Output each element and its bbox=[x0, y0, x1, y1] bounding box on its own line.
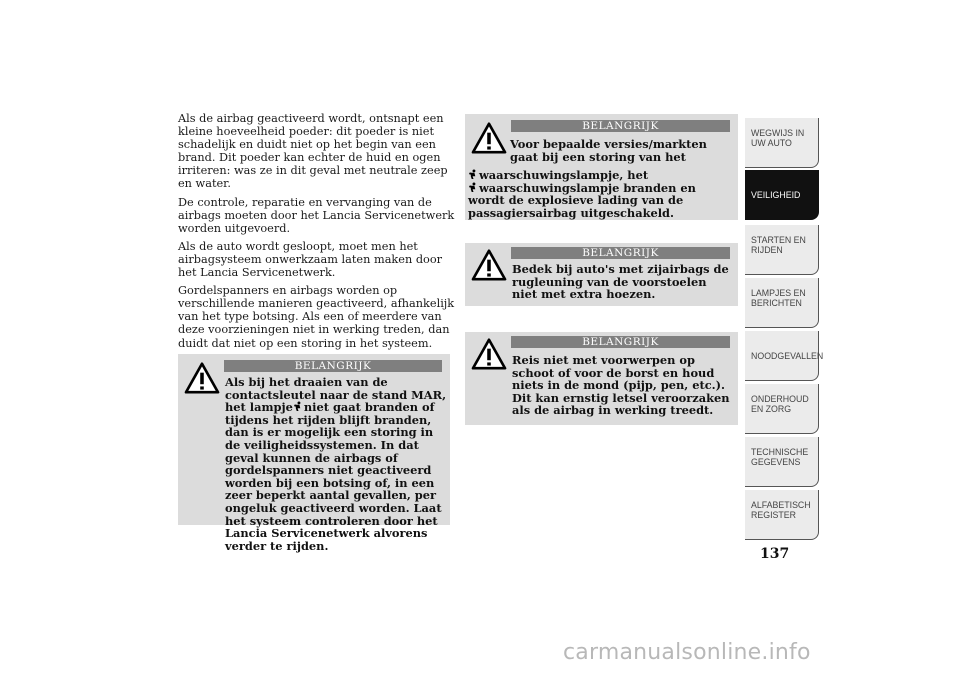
paragraph-scrapping: Als de auto wordt gesloopt, moet men het airbagsysteem onwerkzaam laten maken door het Lancia Servicenetwerk. bbox=[178, 239, 443, 280]
warning-text-main: Reis niet met voorwerpen op schoot of voor de borst en houd niets in de mond (pijp, pen, etc.). Dit kan ernstig letsel veroorzaken als de airbag in werking treedt. bbox=[512, 353, 730, 418]
tab-veiligheid[interactable]: VEILIGHEID bbox=[745, 170, 819, 220]
warning-text-part-a: Voor bepaalde versies/markten gaat bij een storing van het bbox=[510, 137, 707, 164]
warning-text bbox=[468, 354, 734, 417]
warning-text-continued bbox=[468, 169, 734, 219]
warning-box-ignition bbox=[178, 354, 450, 553]
warning-text bbox=[181, 376, 447, 552]
passenger-airbag-off-icon bbox=[469, 182, 478, 193]
warning-text bbox=[468, 263, 734, 301]
warning-triangle-icon bbox=[471, 122, 507, 154]
warning-text-part-b: niet gaat branden of tijdens het rijden blijft branden, dan is er mogelijk een storing in de veiligheidssystemen. In dat geval kunnen de airbags of gordelspanners niet geactiveerd worden bij een botsing of, in een zeer beperkt aantal gevallen, per ongeluk geactiveerd worden. Laat het systeem controleren door het Lancia Servicenetwerk alvorens verder te rijden. bbox=[225, 400, 442, 553]
page-number: 137 bbox=[760, 546, 790, 562]
tab-onderhoud[interactable]: ONDERHOUD EN ZORG bbox=[745, 384, 819, 434]
airbag-warning-lamp-icon bbox=[294, 401, 303, 412]
paragraph-activation: Gordelspanners en airbags worden op verschillende manieren geactiveerd, afhankelijk van het type botsing. Als een of meerdere van deze voorzieningen niet in werking treden, dan duidt dat niet op een storing in het systeem. bbox=[178, 284, 455, 350]
tab-lampjes[interactable]: LAMPJES EN BERICHTEN bbox=[745, 278, 819, 328]
airbag-warning-lamp-icon bbox=[469, 169, 478, 180]
warning-text-part-a: Als bij het draaien van de contactsleutel naar de stand MAR, het lampje bbox=[225, 375, 447, 415]
warning-header: BELANGRIJK bbox=[511, 247, 730, 259]
tab-alfabetisch[interactable]: ALFABETISCH REGISTER bbox=[745, 490, 819, 540]
warning-text-part-b: waarschuwingslampje, het bbox=[479, 168, 649, 182]
tab-noodgevallen[interactable]: NOODGEVALLEN bbox=[745, 331, 819, 381]
warning-box-objects bbox=[465, 332, 738, 425]
warning-header: BELANGRIJK bbox=[224, 360, 442, 372]
paragraph-powder: Als de airbag geactiveerd wordt, ontsnapt een kleine hoeveelheid poeder: dit poeder is niet schadelijk en duidt niet op het begin van een brand. Dit poeder kan echter de huid en ogen irriteren: was ze in dit geval met neutrale zeep en water. bbox=[178, 112, 448, 191]
warning-text-main: Bedek bij auto's met zijairbags de rugleuning van de voorstoelen niet met extra hoezen. bbox=[512, 262, 729, 302]
warning-box-seat-covers bbox=[465, 243, 738, 306]
warning-box-passenger-airbag bbox=[465, 114, 738, 220]
watermark: carmanualsonline.info bbox=[563, 640, 811, 665]
warning-text-part-c: waarschuwingslampje branden en wordt de explosieve lading van de passagiersairbag uitgeschakeld. bbox=[468, 180, 696, 220]
tab-wegwijs[interactable]: WEGWIJS IN UW AUTO bbox=[745, 118, 819, 168]
warning-text bbox=[510, 138, 732, 163]
warning-header: BELANGRIJK bbox=[511, 336, 730, 348]
warning-header: BELANGRIJK bbox=[511, 120, 730, 132]
body-text-column bbox=[178, 112, 456, 355]
tab-technische[interactable]: TECHNISCHE GEGEVENS bbox=[745, 437, 819, 487]
paragraph-repair: De controle, reparatie en vervanging van de airbags moeten door het Lancia Servicenetwerk worden uitgevoerd. bbox=[178, 195, 455, 235]
tab-starten[interactable]: STARTEN EN RIJDEN bbox=[745, 225, 819, 275]
